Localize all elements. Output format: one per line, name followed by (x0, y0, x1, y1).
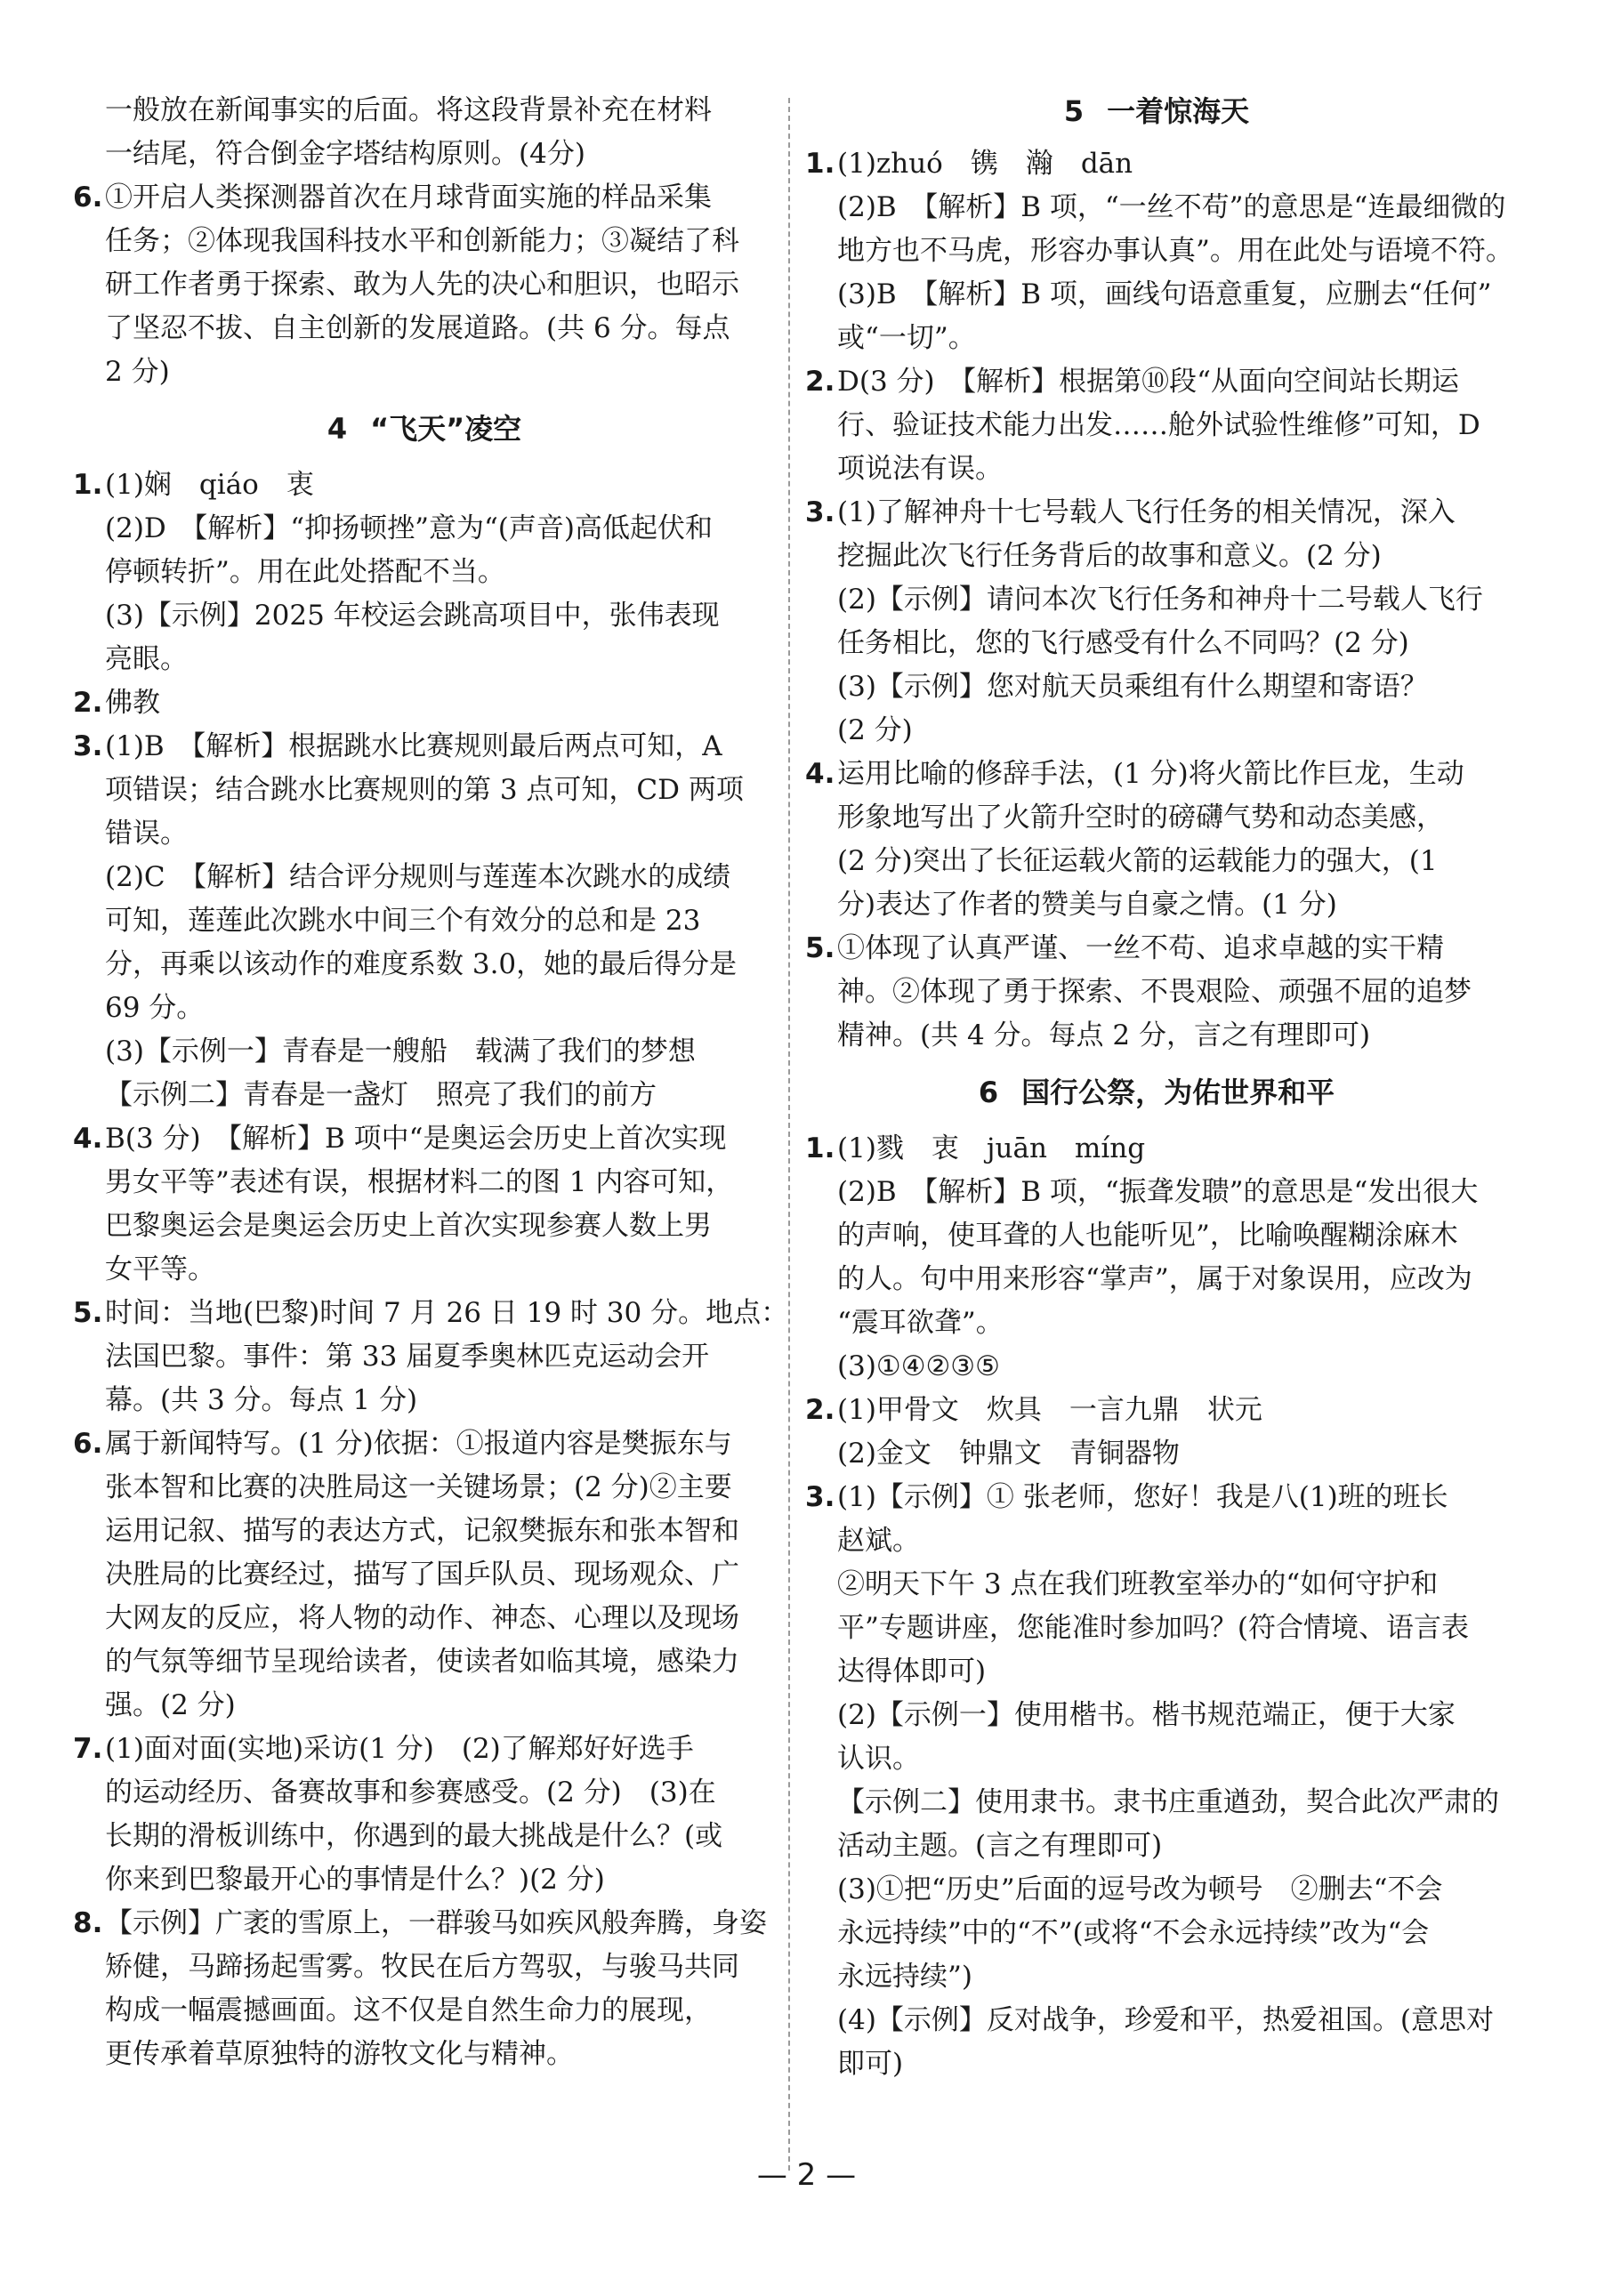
answer-line (805, 709, 1508, 753)
question-number: 3. (805, 1481, 835, 1513)
answer-line (73, 1946, 776, 1989)
answer-line (805, 1607, 1508, 1650)
question-number: 7. (73, 1733, 103, 1765)
question-number: 4. (805, 758, 835, 790)
answer-line (805, 317, 1508, 360)
answer-text: 更传承着草原独特的游牧文化与精神。 (105, 2038, 574, 2070)
answer-text: (1)B 【解析】根据跳水比赛规则最后两点可知，A (105, 730, 722, 762)
answer-text: (2)B 【解析】B 项，“振聋发聩”的意思是“发出很大 (837, 1176, 1479, 1208)
answer-text: 男女平等”表述有误，根据材料二的图 1 内容可知， (105, 1166, 734, 1198)
answer-line (805, 753, 1508, 796)
answer-text: “震耳欲聋”。 (837, 1307, 1004, 1339)
answer-line (805, 1014, 1508, 1058)
answer-line (73, 1422, 776, 1466)
answer-line (805, 1694, 1508, 1737)
answer-text: 法国巴黎。事件：第 33 届夏季奥林匹克运动会开 (105, 1341, 710, 1373)
answer-text: 活动主题。(言之有理即可) (837, 1830, 1163, 1862)
answer-text: 佛教 (105, 687, 160, 719)
answer-line (805, 360, 1508, 404)
answer-text: 大网友的反应，将人物的动作、神态、心理以及现场 (105, 1602, 739, 1634)
answer-line (805, 447, 1508, 491)
answer-text: ①体现了认真严谨、一丝不苟、追求卓越的实干精 (837, 932, 1444, 964)
section-number: 4 (327, 412, 348, 446)
answer-text: 了坚忍不拔、自主创新的发展道路。(共 6 分。每点 (105, 312, 730, 344)
answer-line (73, 1989, 776, 2033)
answer-text: 即可) (837, 2048, 904, 2080)
question-number: 5. (805, 932, 835, 964)
answer-line (805, 1171, 1508, 1214)
answer-text: (3)【示例】2025 年校运会跳高项目中，张伟表现 (105, 600, 720, 632)
section-number: 5 (1063, 94, 1085, 128)
answer-text: 构成一幅震撼画面。这不仅是自然生命力的展现， (105, 1994, 712, 2026)
answer-line (73, 350, 776, 394)
answer-text: 的人。句中用来形容“掌声”，属于对象误用，应改为 (837, 1263, 1472, 1295)
answer-line (73, 1815, 776, 1858)
answer-line (805, 273, 1508, 317)
answer-line (73, 725, 776, 769)
answer-text: 69 分。 (105, 992, 205, 1024)
answer-line (805, 1258, 1508, 1301)
question-number: 2. (805, 366, 835, 398)
answer-line (73, 1074, 776, 1117)
answer-text: 【示例二】青春是一盏灯 照亮了我们的前方 (105, 1079, 657, 1111)
answer-line (73, 507, 776, 551)
answer-text: 地方也不马虎，形容办事认真”。用在此处与语境不符。 (837, 235, 1513, 267)
answer-line (73, 856, 776, 899)
answer-text: (1)面对面(实地)采访(1 分) (2)了解郑好好选手 (105, 1733, 694, 1765)
question-number: 2. (805, 1394, 835, 1426)
answer-text: 决胜局的比赛经过，描写了国乒队员、现场观众、广 (105, 1559, 739, 1591)
answer-text: (1)zhuó 镌 瀚 dān (837, 148, 1133, 180)
answer-text: 行、验证技术能力出发……舱外试验性维修”可知，D (837, 409, 1480, 441)
answer-line (805, 622, 1508, 665)
answer-text: 幕。(共 3 分。每点 1 分) (105, 1384, 418, 1416)
answer-line (805, 578, 1508, 622)
answer-line (805, 186, 1508, 230)
question-number: 8. (73, 1907, 103, 1939)
answer-line (805, 1737, 1508, 1781)
answer-text: 强。(2 分) (105, 1689, 236, 1721)
answer-line (73, 263, 776, 307)
answer-text: 运用记叙、描写的表达方式，记叙樊振东和张本智和 (105, 1515, 739, 1547)
answer-text: 属于新闻特写。(1 分)依据：①报道内容是樊振东与 (105, 1428, 732, 1460)
answer-text: 达得体即可) (837, 1656, 987, 1688)
answer-line (805, 1781, 1508, 1825)
answer-text: (3)【示例一】青春是一艘船 载满了我们的梦想 (105, 1035, 696, 1067)
answer-line (73, 89, 776, 133)
answer-text: D(3 分) 【解析】根据第⑩段“从面向空间站长期运 (837, 366, 1459, 398)
answer-line (73, 594, 776, 638)
answer-text: 时间：当地(巴黎)时间 7 月 26 日 19 时 30 分。地点： (105, 1297, 789, 1329)
page-number: — 2 — (756, 2157, 857, 2193)
answer-line (805, 230, 1513, 273)
answer-text: 形象地写出了火箭升空时的磅礴气势和动态美感， (837, 802, 1444, 834)
section-heading (805, 89, 1508, 142)
answer-line (73, 1640, 776, 1684)
answer-text: 的运动经历、备赛故事和参赛感受。(2 分) (3)在 (105, 1776, 716, 1809)
answer-text: 研工作者勇于探索、敢为人先的决心和胆识，也昭示 (105, 269, 739, 301)
answer-line (73, 2033, 776, 2076)
answer-text: (2)金文 钟鼎文 青铜器物 (837, 1438, 1180, 1470)
answer-line (73, 1161, 776, 1204)
question-number: 3. (73, 730, 103, 762)
question-number: 3. (805, 496, 835, 528)
section-heading (73, 394, 776, 463)
section-number: 6 (978, 1075, 999, 1109)
answer-line (73, 551, 776, 594)
answer-text: (1)甲骨文 炊具 一言九鼎 状元 (837, 1394, 1262, 1426)
answer-line (805, 1955, 1508, 1999)
answer-line (805, 971, 1508, 1014)
answer-line (805, 796, 1508, 840)
question-number: 1. (73, 469, 103, 501)
answer-line (73, 220, 776, 263)
answer-line (73, 987, 776, 1030)
answer-text: (2)B 【解析】B 项，“一丝不苟”的意思是“连最细微的 (837, 191, 1506, 223)
answer-text: 2 分) (105, 356, 170, 388)
answer-text: (2)C 【解析】结合评分规则与莲莲本次跳水的成绩 (105, 861, 731, 893)
answer-line (73, 769, 776, 812)
answer-text: (1)戮 衷 juān míng (837, 1132, 1146, 1164)
answer-line (73, 1292, 789, 1335)
answer-text: 【示例二】使用隶书。隶书庄重遒劲，契合此次严肃的 (837, 1786, 1499, 1818)
answer-line (73, 638, 776, 681)
answer-line (73, 1379, 776, 1422)
answer-line (805, 1389, 1508, 1432)
answer-text: (3)①把“历史”后面的逗号改为顿号 ②删去“不会 (837, 1873, 1443, 1905)
answer-line (805, 1868, 1508, 1912)
answer-line (805, 535, 1508, 578)
question-number: 5. (73, 1297, 103, 1329)
answer-line (73, 943, 776, 987)
answer-line (805, 1214, 1508, 1258)
answer-text: 亮眼。 (105, 643, 188, 675)
left-column (73, 89, 789, 2076)
answer-line (805, 2042, 1508, 2086)
answer-line (805, 927, 1508, 971)
answer-text: 分，再乘以该动作的难度系数 3.0，她的最后得分是 (105, 948, 738, 980)
answer-text: 一般放在新闻事实的后面。将这段背景补充在材料 (105, 94, 712, 126)
answer-text: B(3 分) 【解析】B 项中“是奥运会历史上首次实现 (105, 1123, 727, 1155)
answer-text: 认识。 (837, 1743, 920, 1775)
answer-text: 平”专题讲座，您能准时参加吗？(符合情境、语言表 (837, 1612, 1469, 1644)
answer-line (73, 1030, 776, 1074)
answer-text: (2)D 【解析】“抑扬顿挫”意为“(声音)高低起伏和 (105, 512, 713, 544)
answer-line (73, 1902, 776, 1946)
answer-line (805, 1825, 1508, 1868)
answer-line (805, 142, 1508, 186)
section-title: “飞天”凌空 (370, 412, 522, 446)
answer-text: 的声响，使耳聋的人也能听见”，比喻唤醒糊涂麻木 (837, 1220, 1458, 1252)
answer-line (73, 463, 776, 507)
answer-line (73, 1510, 776, 1553)
answer-text: 永远持续”) (837, 1961, 972, 1993)
question-number: 6. (73, 181, 103, 213)
answer-text: (2 分)突出了长征运载火箭的运载能力的强大，(1 (837, 845, 1438, 877)
answer-text: 长期的滑板训练中，你遇到的最大挑战是什么？(或 (105, 1820, 723, 1852)
answer-line (805, 1476, 1508, 1519)
answer-line (805, 840, 1508, 883)
answer-text: (2)【示例】请问本次飞行任务和神舟十二号载人飞行 (837, 584, 1483, 616)
answer-text: 巴黎奥运会是奥运会历史上首次实现参赛人数上男 (105, 1210, 712, 1242)
column-divider (788, 98, 790, 2171)
answer-text: 赵斌。 (837, 1525, 920, 1557)
answer-text: (2)【示例一】使用楷书。楷书规范端正，便于大家 (837, 1699, 1456, 1731)
question-number: 1. (805, 148, 835, 180)
answer-line (73, 1248, 776, 1292)
answer-text: (3)B 【解析】B 项，画线句语意重复，应删去“任何” (837, 278, 1492, 310)
answer-line (805, 1127, 1508, 1171)
answer-text: 运用比喻的修辞手法，(1 分)将火箭比作巨龙，生动 (837, 758, 1464, 790)
answer-line (73, 1858, 776, 1902)
answer-text: (4)【示例】反对战争，珍爱和平，热爱祖国。(意思对 (837, 2004, 1495, 2036)
answer-line (73, 1684, 776, 1728)
answer-line (805, 883, 1508, 927)
answer-text: 【示例】广袤的雪原上，一群骏马如疾风般奔腾，身姿 (105, 1907, 767, 1939)
answer-text: 女平等。 (105, 1253, 215, 1285)
question-number: 6. (73, 1428, 103, 1460)
answer-text: 项说法有误。 (837, 453, 1003, 485)
answer-text: 神。②体现了勇于探索、不畏艰险、顽强不屈的追梦 (837, 976, 1472, 1008)
answer-text: (1)【示例】① 张老师，您好！我是八(1)班的班长 (837, 1481, 1448, 1513)
answer-text: (3)①④②③⑤ (837, 1350, 1000, 1382)
answer-line (73, 1553, 776, 1597)
answer-line (805, 491, 1508, 535)
answer-line (73, 1117, 776, 1161)
answer-text: 分)表达了作者的赞美与自豪之情。(1 分) (837, 889, 1337, 921)
answer-text: ②明天下午 3 点在我们班教室举办的“如何守护和 (837, 1568, 1439, 1600)
answer-line (805, 1301, 1508, 1345)
section-title: 一着惊海天 (1107, 94, 1250, 128)
answer-line (805, 404, 1508, 447)
answer-text: 张本智和比赛的决胜局这一关键场景；(2 分)②主要 (105, 1471, 732, 1503)
answer-line (805, 1999, 1508, 2042)
answer-text: (1)了解神舟十七号载人飞行任务的相关情况，深入 (837, 496, 1456, 528)
answer-text: 错误。 (105, 818, 188, 850)
answer-line (73, 1728, 776, 1771)
question-number: 2. (73, 687, 103, 719)
right-column (805, 89, 1513, 2086)
answer-line (805, 1519, 1508, 1563)
answer-text: (2 分) (837, 714, 913, 746)
answer-line (805, 1563, 1508, 1607)
answer-text: 一结尾，符合倒金字塔结构原则。(4分) (105, 138, 585, 170)
answer-text: (3)【示例】您对航天员乘组有什么期望和寄语？ (837, 671, 1428, 703)
answer-line (73, 307, 776, 350)
answer-line (73, 1204, 776, 1248)
question-number: 1. (805, 1132, 835, 1164)
answer-line (805, 1650, 1508, 1694)
answer-line (73, 681, 776, 725)
answer-line (73, 1466, 776, 1510)
answer-text: 任务；②体现我国科技水平和创新能力；③凝结了科 (105, 225, 739, 257)
answer-text: 任务相比，您的飞行感受有什么不同吗？(2 分) (837, 627, 1409, 659)
answer-line (73, 1597, 776, 1640)
answer-text: 永远持续”中的“不”(或将“不会永远持续”改为“会 (837, 1917, 1430, 1949)
answer-line (73, 133, 776, 176)
answer-text: 你来到巴黎最开心的事情是什么？)(2 分) (105, 1864, 605, 1896)
answer-line (73, 812, 776, 856)
answer-line (73, 1335, 776, 1379)
answer-text: ①开启人类探测器首次在月球背面实施的样品采集 (105, 181, 712, 213)
section-title: 国行公祭，为佑世界和平 (1021, 1075, 1335, 1109)
answer-text: 精神。(共 4 分。每点 2 分，言之有理即可) (837, 1019, 1371, 1051)
answer-text: 挖掘此次飞行任务背后的故事和意义。(2 分) (837, 540, 1382, 572)
answer-text: (1)娴 qiáo 衷 (105, 469, 314, 501)
answer-line (73, 1771, 776, 1815)
answer-text: 的气氛等细节呈现给读者，使读者如临其境，感染力 (105, 1646, 739, 1678)
answer-text: 矫健，马蹄扬起雪雾。牧民在后方驾驭，与骏马共同 (105, 1951, 739, 1983)
answer-text: 或“一切”。 (837, 322, 976, 354)
answer-line (805, 1912, 1508, 1955)
answer-text: 可知，莲莲此次跳水中间三个有效分的总和是 23 (105, 905, 701, 937)
section-heading (805, 1058, 1508, 1127)
question-number: 4. (73, 1123, 103, 1155)
answer-line (805, 1345, 1508, 1389)
answer-line (805, 1432, 1508, 1476)
answer-line (805, 665, 1508, 709)
answer-line (73, 899, 776, 943)
answer-text: 项错误；结合跳水比赛规则的第 3 点可知，CD 两项 (105, 774, 744, 806)
answer-line (73, 176, 776, 220)
answer-text: 停顿转折”。用在此处搭配不当。 (105, 556, 505, 588)
